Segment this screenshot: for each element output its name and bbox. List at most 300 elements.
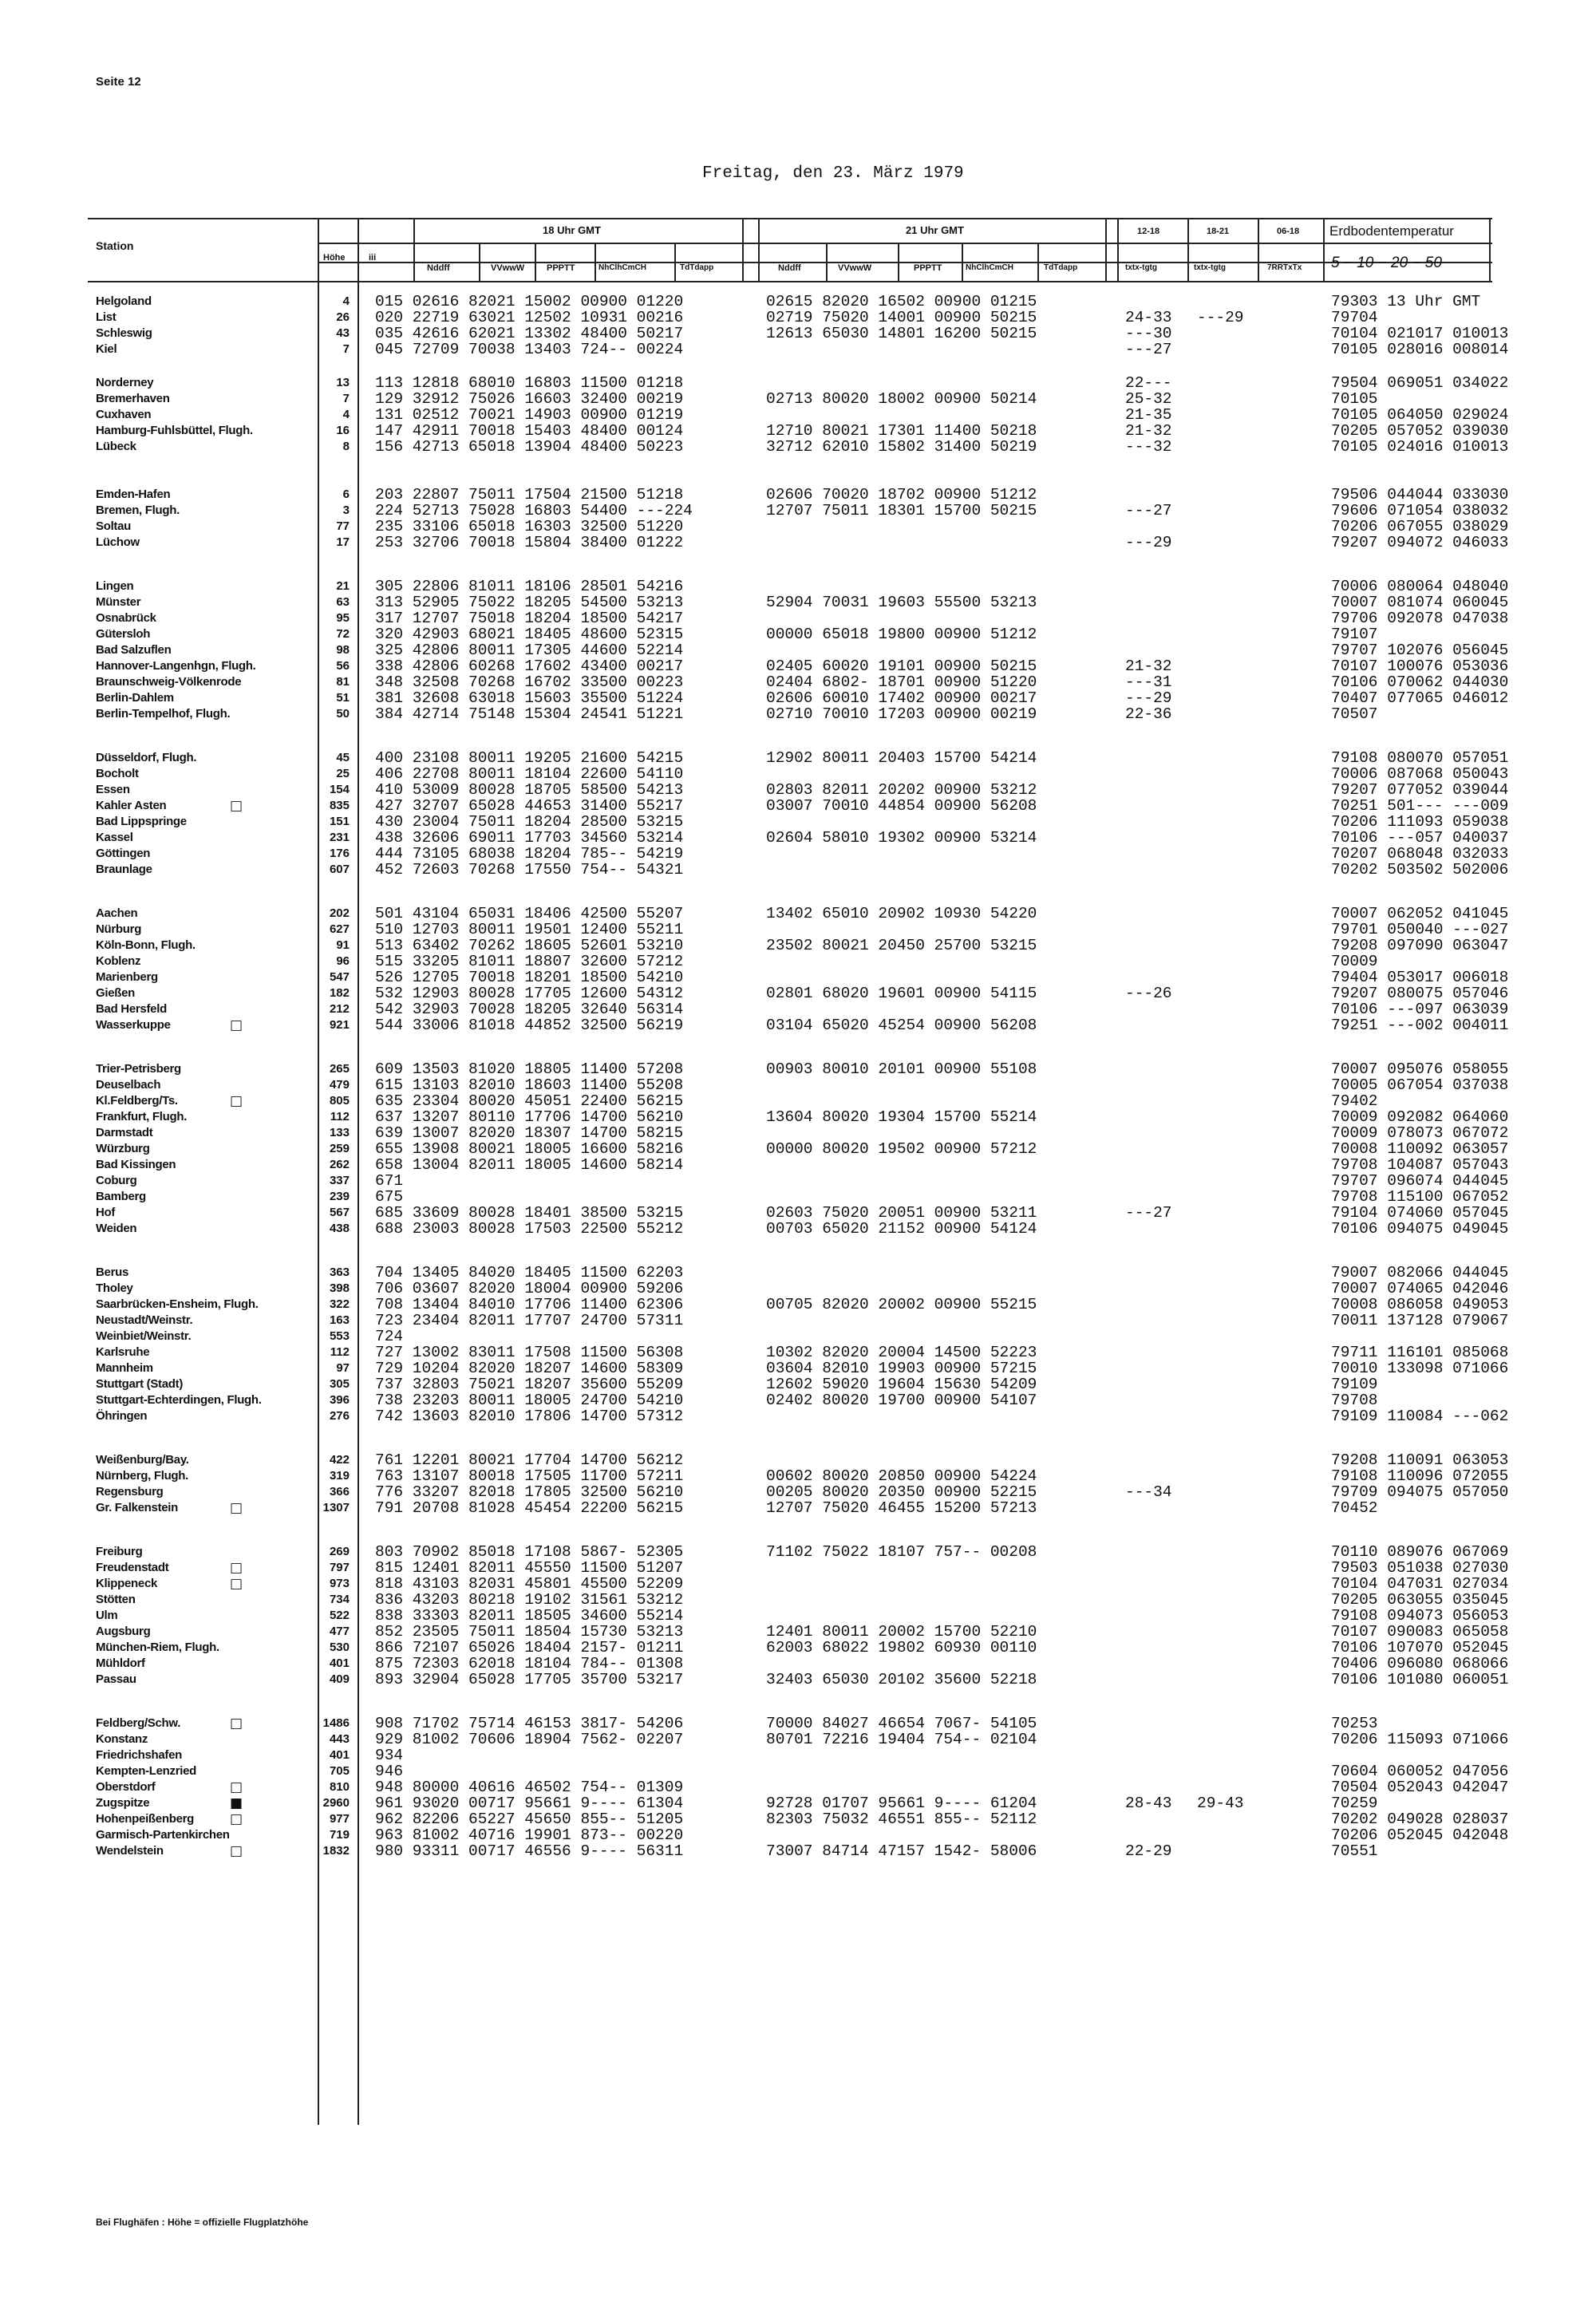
station-name: Bamberg — [96, 1190, 146, 1203]
obs-18-gmt: 723 23404 82011 17707 24700 57311 — [375, 1312, 684, 1329]
range-sub3-header: 7RRTxTx — [1267, 263, 1302, 272]
obs-18-gmt: 671 — [375, 1172, 404, 1190]
soil-temperature: 79506 044044 033030 — [1331, 486, 1509, 503]
soil-temperature: 70206 111093 059038 — [1331, 813, 1509, 831]
soil-temperature: 70009 — [1331, 953, 1378, 970]
obs-18-gmt: 542 32903 70028 18205 32640 56314 — [375, 1001, 684, 1018]
station-height: 259 — [329, 1142, 350, 1155]
soil-temperature: 70253 — [1331, 1715, 1378, 1732]
nh-header-18: NhClhCmCH — [598, 263, 646, 272]
soil-temp-header: Erdbodentemperatur — [1329, 223, 1454, 239]
table-row — [0, 610, 1596, 626]
station-height: 705 — [329, 1764, 350, 1778]
soil-temperature: 79504 069051 034022 — [1331, 374, 1509, 392]
station-height: 530 — [329, 1641, 350, 1654]
range-12-18: 21-35 — [1125, 406, 1172, 424]
soil-temperature: 70106 ---097 063039 — [1331, 1001, 1509, 1018]
obs-21-gmt: 02402 80020 19700 00900 54107 — [766, 1392, 1037, 1409]
table-row — [0, 1205, 1596, 1221]
obs-18-gmt: 815 12401 82011 45550 11500 51207 — [375, 1559, 684, 1577]
obs-18-gmt: 348 32508 70268 16702 33500 00223 — [375, 673, 684, 691]
obs-18-gmt: 962 82206 65227 45650 855-- 51205 — [375, 1810, 684, 1828]
soil-temperature: 79208 110091 063053 — [1331, 1451, 1509, 1469]
station-name: Helgoland — [96, 294, 152, 308]
station-name: Lüchow — [96, 535, 140, 549]
obs-18-gmt: 444 73105 68038 18204 785-- 54219 — [375, 845, 684, 863]
obs-18-gmt: 685 33609 80028 18401 38500 53215 — [375, 1204, 684, 1222]
station-header: Station — [96, 239, 134, 252]
station-name: Ulm — [96, 1609, 118, 1622]
table-row — [0, 1592, 1596, 1608]
soil-temperature: 79104 074060 057045 — [1331, 1204, 1509, 1222]
station-name: Konstanz — [96, 1732, 148, 1746]
station-name: Lübeck — [96, 440, 136, 453]
obs-18-gmt: 836 43203 80218 19102 31561 53212 — [375, 1591, 684, 1609]
obs-18-gmt: 513 63402 70262 18605 52601 53210 — [375, 937, 684, 954]
soil-temperature: 79708 — [1331, 1392, 1378, 1409]
station-height: 973 — [329, 1577, 350, 1590]
station-height: 151 — [329, 815, 350, 828]
station-name: Kiel — [96, 342, 117, 356]
obs-21-gmt: 13604 80020 19304 15700 55214 — [766, 1108, 1037, 1126]
station-height: 96 — [336, 954, 350, 968]
obs-18-gmt: 838 33303 82011 18505 34600 55214 — [375, 1607, 684, 1625]
station-height: 262 — [329, 1158, 350, 1171]
station-height: 398 — [329, 1281, 350, 1295]
station-name: Gr. Falkenstein — [96, 1501, 179, 1514]
table-row — [0, 1376, 1596, 1392]
station-name: Essen — [96, 783, 130, 796]
obs-18-gmt: 325 42806 80011 17305 44600 52214 — [375, 642, 684, 659]
vvwww-header-18: VVwwW — [491, 263, 525, 273]
station-name: Berus — [96, 1266, 129, 1279]
obs-18-gmt: 738 23203 80011 18005 24700 54210 — [375, 1392, 684, 1409]
range-12-18: 22--- — [1125, 374, 1172, 392]
obs-18-gmt: 131 02512 70021 14903 00900 01219 — [375, 406, 684, 424]
obs-21-gmt: 23502 80021 20450 25700 53215 — [766, 937, 1037, 954]
obs-18-gmt: 406 22708 80011 18104 22600 54110 — [375, 765, 684, 783]
soil-temperature: 79207 080075 057046 — [1331, 985, 1509, 1002]
table-row — [0, 642, 1596, 658]
station-height: 21 — [336, 579, 350, 593]
station-height: 319 — [329, 1469, 350, 1483]
soil-temperature: 70504 052043 042047 — [1331, 1779, 1509, 1796]
station-height: 239 — [329, 1190, 350, 1203]
table-row — [0, 1265, 1596, 1281]
table-row — [0, 750, 1596, 766]
station-height: 45 — [336, 751, 350, 764]
station-name: Klippeneck — [96, 1577, 158, 1590]
soil-temperature: 70106 070062 044030 — [1331, 673, 1509, 691]
table-row — [0, 1281, 1596, 1297]
soil-temperature: 70005 067054 037038 — [1331, 1076, 1509, 1094]
station-name: Freiburg — [96, 1545, 143, 1558]
station-name: Nürburg — [96, 922, 142, 936]
obs-18-gmt: 317 12707 75018 18204 18500 54217 — [375, 610, 684, 627]
station-height: 409 — [329, 1672, 350, 1686]
obs-21-gmt: 00000 80020 19502 00900 57212 — [766, 1140, 1037, 1158]
obs-18-gmt: 658 13004 82011 18005 14600 58214 — [375, 1156, 684, 1174]
obs-21-gmt: 32712 62010 15802 31400 50219 — [766, 438, 1037, 456]
range-sub1-header: txtx-tgtg — [1125, 263, 1157, 272]
station-name: Braunlage — [96, 863, 152, 876]
obs-21-gmt: 02615 82020 16502 00900 01215 — [766, 293, 1037, 310]
station-name: Freudenstadt — [96, 1561, 169, 1574]
station-name: Weißenburg/Bay. — [96, 1453, 189, 1467]
obs-21-gmt: 62003 68022 19802 60930 00110 — [766, 1639, 1037, 1656]
station-name: Augsburg — [96, 1625, 151, 1638]
station-name: Emden-Hafen — [96, 488, 171, 501]
station-height: 396 — [329, 1393, 350, 1407]
soil-temperature: 70206 115093 071066 — [1331, 1731, 1509, 1748]
station-height: 43 — [336, 326, 350, 340]
soil-temperature: 70507 — [1331, 705, 1378, 723]
station-name: Koblenz — [96, 954, 141, 968]
table-row — [0, 1313, 1596, 1329]
station-height: 835 — [329, 799, 350, 812]
table-row — [0, 1500, 1596, 1516]
table-row — [0, 1731, 1596, 1747]
obs-21-gmt: 02404 6802- 18701 00900 51220 — [766, 673, 1037, 691]
obs-18-gmt: 430 23004 75011 18204 28500 53215 — [375, 813, 684, 831]
table-row — [0, 862, 1596, 878]
table-row — [0, 1017, 1596, 1033]
station-name: Schleswig — [96, 326, 152, 340]
station-name: Berlin-Dahlem — [96, 691, 174, 705]
station-height: 97 — [336, 1361, 350, 1375]
station-name: Garmisch-Partenkirchen — [96, 1828, 230, 1842]
station-name: Weinbiet/Weinstr. — [96, 1329, 192, 1343]
table-row — [0, 423, 1596, 439]
station-height: 547 — [329, 970, 350, 984]
table-row — [0, 1408, 1596, 1424]
station-name: Bremerhaven — [96, 392, 170, 405]
station-symbol: □ — [230, 1093, 243, 1109]
soil-temperature: 79402 — [1331, 1092, 1378, 1110]
obs-21-gmt: 02710 70010 17203 00900 00219 — [766, 705, 1037, 723]
obs-18-gmt: 020 22719 63021 12502 10931 00216 — [375, 309, 684, 326]
table-row — [0, 594, 1596, 610]
table-row — [0, 1544, 1596, 1560]
station-height: 322 — [329, 1297, 350, 1311]
soil-temperature: 70206 052045 042048 — [1331, 1826, 1509, 1844]
soil-temperature: 70406 096080 068066 — [1331, 1655, 1509, 1672]
obs-18-gmt: 035 42616 62021 13302 48400 50217 — [375, 325, 684, 342]
obs-18-gmt: 384 42714 75148 15304 24541 51221 — [375, 705, 684, 723]
station-name: Regensburg — [96, 1485, 164, 1498]
station-name: Marienberg — [96, 970, 158, 984]
obs-18-gmt: 929 81002 70606 18904 7562- 02207 — [375, 1731, 684, 1748]
obs-21-gmt: 02719 75020 14001 00900 50215 — [766, 309, 1037, 326]
station-height: 77 — [336, 519, 350, 533]
table-row — [0, 439, 1596, 455]
obs-18-gmt: 129 32912 75026 16603 32400 00219 — [375, 390, 684, 408]
table-row — [0, 407, 1596, 423]
station-symbol: □ — [230, 1716, 243, 1731]
obs-21-gmt: 00705 82020 20002 00900 55215 — [766, 1296, 1037, 1313]
obs-21-gmt: 02405 60020 19101 00900 50215 — [766, 657, 1037, 675]
table-row — [0, 578, 1596, 594]
range-12-18: 22-29 — [1125, 1842, 1172, 1860]
table-row — [0, 1672, 1596, 1688]
table-row — [0, 938, 1596, 954]
obs-18-gmt: 893 32904 65028 17705 35700 53217 — [375, 1671, 684, 1688]
station-height: 6 — [342, 488, 350, 501]
table-row — [0, 1484, 1596, 1500]
station-name: Deuselbach — [96, 1078, 161, 1092]
soil-temperature: 79707 102076 056045 — [1331, 642, 1509, 659]
obs-18-gmt: 015 02616 82021 15002 00900 01220 — [375, 293, 684, 310]
obs-18-gmt: 908 71702 75714 46153 3817- 54206 — [375, 1715, 684, 1732]
station-name: Mühldorf — [96, 1656, 145, 1670]
station-name: Lingen — [96, 579, 134, 593]
obs-18-gmt: 729 10204 82020 18207 14600 58309 — [375, 1360, 684, 1377]
soil-temperature: 70106 ---057 040037 — [1331, 829, 1509, 847]
obs-21-gmt: 12602 59020 19604 15630 54209 — [766, 1376, 1037, 1393]
obs-21-gmt: 02606 60010 17402 00900 00217 — [766, 689, 1037, 707]
time-18-header: 18 Uhr GMT — [543, 224, 601, 236]
obs-21-gmt: 00000 65018 19800 00900 51212 — [766, 626, 1037, 643]
range-12-18: ---27 — [1125, 502, 1172, 519]
soil-temperature: 79208 097090 063047 — [1331, 937, 1509, 954]
soil-temperature: 70202 049028 028037 — [1331, 1810, 1509, 1828]
obs-18-gmt: 688 23003 80028 17503 22500 55212 — [375, 1220, 684, 1238]
soil-temperature: 70105 064050 029024 — [1331, 406, 1509, 424]
soil-temperature: 70008 086058 049053 — [1331, 1296, 1509, 1313]
station-height: 81 — [336, 675, 350, 689]
table-row — [0, 1297, 1596, 1313]
nddff-header-21: Nddff — [778, 263, 801, 273]
table-row — [0, 1624, 1596, 1640]
soil-temperature: 70008 110092 063057 — [1331, 1140, 1509, 1158]
table-row — [0, 626, 1596, 642]
soil-temperature: 70259 — [1331, 1795, 1378, 1812]
page-number: Seite 12 — [96, 75, 141, 89]
table-row — [0, 1560, 1596, 1576]
tdapp-header-21: TdTdapp — [1044, 263, 1078, 272]
soil-temperature: 70604 060052 047056 — [1331, 1763, 1509, 1780]
iii-header: iii — [369, 253, 377, 263]
station-height: 63 — [336, 595, 350, 609]
table-row — [0, 1608, 1596, 1624]
soil-depths-header: 5 − 10 − 20 − 50 — [1331, 255, 1442, 271]
range-12-18: 25-32 — [1125, 390, 1172, 408]
obs-18-gmt: 147 42911 70018 15403 48400 00124 — [375, 422, 684, 440]
table-row — [0, 985, 1596, 1001]
station-height: 212 — [329, 1002, 350, 1016]
range-06-18-header: 06-18 — [1277, 227, 1300, 236]
soil-temperature: 79708 115100 067052 — [1331, 1188, 1509, 1206]
station-height: 25 — [336, 767, 350, 780]
station-height: 734 — [329, 1593, 350, 1606]
station-name: Münster — [96, 595, 141, 609]
station-name: Berlin-Tempelhof, Flugh. — [96, 707, 231, 721]
station-height: 112 — [330, 1110, 350, 1123]
station-name: Passau — [96, 1672, 136, 1686]
station-height: 337 — [329, 1174, 350, 1187]
station-name: Osnabrück — [96, 611, 156, 625]
obs-18-gmt: 320 42903 68021 18405 48600 52315 — [375, 626, 684, 643]
table-row — [0, 1141, 1596, 1157]
station-height: 269 — [329, 1545, 350, 1558]
table-row — [0, 310, 1596, 326]
station-height: 305 — [329, 1377, 350, 1391]
obs-21-gmt: 02713 80020 18002 00900 50214 — [766, 390, 1037, 408]
soil-temperature: 70205 057052 039030 — [1331, 422, 1509, 440]
obs-18-gmt: 963 81002 40716 19901 873-- 00220 — [375, 1826, 684, 1844]
obs-18-gmt: 381 32608 63018 15603 35500 51224 — [375, 689, 684, 707]
station-symbol: □ — [230, 1843, 243, 1859]
obs-18-gmt: 948 80000 40616 46502 754-- 01309 — [375, 1779, 684, 1796]
station-height: 112 — [330, 1345, 350, 1359]
soil-temperature: 79503 051038 027030 — [1331, 1559, 1509, 1577]
obs-18-gmt: 609 13503 81020 18805 11400 57208 — [375, 1060, 684, 1078]
station-name: Aachen — [96, 906, 138, 920]
soil-temperature: 79108 080070 057051 — [1331, 749, 1509, 767]
range-12-18: ---26 — [1125, 985, 1172, 1002]
range-18-21-header: 18-21 — [1207, 227, 1230, 236]
soil-temperature: 79708 104087 057043 — [1331, 1156, 1509, 1174]
obs-21-gmt: 12707 75011 18301 15700 50215 — [766, 502, 1037, 519]
table-row — [0, 1811, 1596, 1827]
table-row — [0, 503, 1596, 519]
obs-18-gmt: 637 13207 80110 17706 14700 56210 — [375, 1108, 684, 1126]
obs-18-gmt: 961 93020 00717 95661 9---- 61304 — [375, 1795, 684, 1812]
table-row — [0, 535, 1596, 551]
obs-18-gmt: 510 12703 80011 19501 12400 55211 — [375, 921, 684, 938]
station-name: Braunschweig-Völkenrode — [96, 675, 242, 689]
soil-temperature: 70110 089076 067069 — [1331, 1543, 1509, 1561]
obs-18-gmt: 639 13007 82020 18307 14700 58215 — [375, 1124, 684, 1142]
table-row — [0, 519, 1596, 535]
station-symbol: □ — [230, 1576, 243, 1592]
table-row — [0, 922, 1596, 938]
table-row — [0, 342, 1596, 357]
station-name: Weiden — [96, 1222, 137, 1235]
station-height: 627 — [329, 922, 350, 936]
station-height: 50 — [336, 707, 350, 721]
soil-temperature: 70006 087068 050043 — [1331, 765, 1509, 783]
soil-temperature: 70104 021017 010013 — [1331, 325, 1509, 342]
station-name: Hof — [96, 1206, 116, 1219]
station-height: 977 — [329, 1812, 350, 1826]
obs-18-gmt: 501 43104 65031 18406 42500 55207 — [375, 905, 684, 922]
soil-temperature: 70009 078073 067072 — [1331, 1124, 1509, 1142]
obs-18-gmt: 224 52713 75028 16803 54400 ---224 — [375, 502, 693, 519]
station-symbol: □ — [230, 1017, 243, 1033]
obs-21-gmt: 03604 82010 19903 00900 57215 — [766, 1360, 1037, 1377]
obs-18-gmt: 400 23108 80011 19205 21600 54215 — [375, 749, 684, 767]
station-height: 7 — [342, 392, 350, 405]
obs-21-gmt: 02606 70020 18702 00900 51212 — [766, 486, 1037, 503]
soil-temperature: 79404 053017 006018 — [1331, 969, 1509, 986]
station-name: Wasserkuppe — [96, 1018, 171, 1032]
obs-21-gmt: 70000 84027 46654 7067- 54105 — [766, 1715, 1037, 1732]
station-height: 16 — [336, 424, 350, 437]
station-height: 3 — [342, 503, 350, 517]
obs-18-gmt: 875 72303 62018 18104 784-- 01308 — [375, 1655, 684, 1672]
table-row — [0, 1452, 1596, 1468]
obs-21-gmt: 52904 70031 19603 55500 53213 — [766, 594, 1037, 611]
station-height: 231 — [329, 831, 350, 844]
obs-21-gmt: 03007 70010 44854 00900 56208 — [766, 797, 1037, 815]
table-row — [0, 1779, 1596, 1795]
soil-temperature: 79109 — [1331, 1376, 1378, 1393]
ppptt-header-18: PPPTT — [547, 263, 575, 273]
station-height: 422 — [329, 1453, 350, 1467]
obs-18-gmt: 515 33205 81011 18807 32600 57212 — [375, 953, 684, 970]
obs-21-gmt: 12613 65030 14801 16200 50215 — [766, 325, 1037, 342]
nh-header-21: NhClhCmCH — [966, 263, 1013, 272]
table-row — [0, 846, 1596, 862]
table-row — [0, 1763, 1596, 1779]
obs-18-gmt: 706 03607 82020 18004 00900 59206 — [375, 1280, 684, 1297]
station-height: 154 — [329, 783, 350, 796]
range-12-18: 22-36 — [1125, 705, 1172, 723]
range-12-18: ---31 — [1125, 673, 1172, 691]
table-row — [0, 1716, 1596, 1731]
soil-temperature: 79711 116101 085068 — [1331, 1344, 1509, 1361]
soil-temperature: 70009 092082 064060 — [1331, 1108, 1509, 1126]
soil-temperature: 79709 094075 057050 — [1331, 1483, 1509, 1501]
table-row — [0, 1576, 1596, 1592]
station-height: 553 — [329, 1329, 350, 1343]
obs-18-gmt: 763 13107 80018 17505 11700 57211 — [375, 1467, 684, 1485]
station-height: 479 — [329, 1078, 350, 1092]
obs-21-gmt: 10302 82020 20004 14500 52223 — [766, 1344, 1037, 1361]
table-row — [0, 1093, 1596, 1109]
station-height: 202 — [329, 906, 350, 920]
station-name: Soltau — [96, 519, 132, 533]
station-height: 477 — [329, 1625, 350, 1638]
obs-18-gmt: 776 33207 82018 17805 32500 56210 — [375, 1483, 684, 1501]
table-row — [0, 1344, 1596, 1360]
soil-temperature: 70205 063055 035045 — [1331, 1591, 1509, 1609]
obs-18-gmt: 615 13103 82010 18603 11400 55208 — [375, 1076, 684, 1094]
station-height: 401 — [329, 1656, 350, 1670]
station-height: 921 — [329, 1018, 350, 1032]
station-name: Bocholt — [96, 767, 139, 780]
station-height: 91 — [336, 938, 350, 952]
station-name: Mannheim — [96, 1361, 153, 1375]
table-row — [0, 706, 1596, 722]
station-name: Köln-Bonn, Flugh. — [96, 938, 196, 952]
obs-18-gmt: 203 22807 75011 17504 21500 51218 — [375, 486, 684, 503]
soil-temperature: 70007 081074 060045 — [1331, 594, 1509, 611]
range-12-18: ---29 — [1125, 534, 1172, 551]
soil-temperature: 79707 096074 044045 — [1331, 1172, 1509, 1190]
table-row — [0, 1189, 1596, 1205]
table-row — [0, 375, 1596, 391]
obs-18-gmt: 742 13603 82010 17806 14700 57312 — [375, 1408, 684, 1425]
station-name: Coburg — [96, 1174, 137, 1187]
station-height: 805 — [329, 1094, 350, 1108]
table-row — [0, 830, 1596, 846]
table-row — [0, 782, 1596, 798]
obs-21-gmt: 32403 65030 20102 35600 52218 — [766, 1671, 1037, 1688]
station-height: 265 — [329, 1062, 350, 1076]
table-row — [0, 1109, 1596, 1125]
range-12-18: ---27 — [1125, 1204, 1172, 1222]
soil-temperature: 70202 503502 502006 — [1331, 861, 1509, 879]
table-row — [0, 1125, 1596, 1141]
table-row — [0, 1360, 1596, 1376]
station-name: Zugspitze — [96, 1796, 150, 1810]
station-symbol: □ — [230, 1500, 243, 1516]
table-row — [0, 814, 1596, 830]
soil-temperature: 70011 137128 079067 — [1331, 1312, 1509, 1329]
station-name: Cuxhaven — [96, 408, 152, 421]
